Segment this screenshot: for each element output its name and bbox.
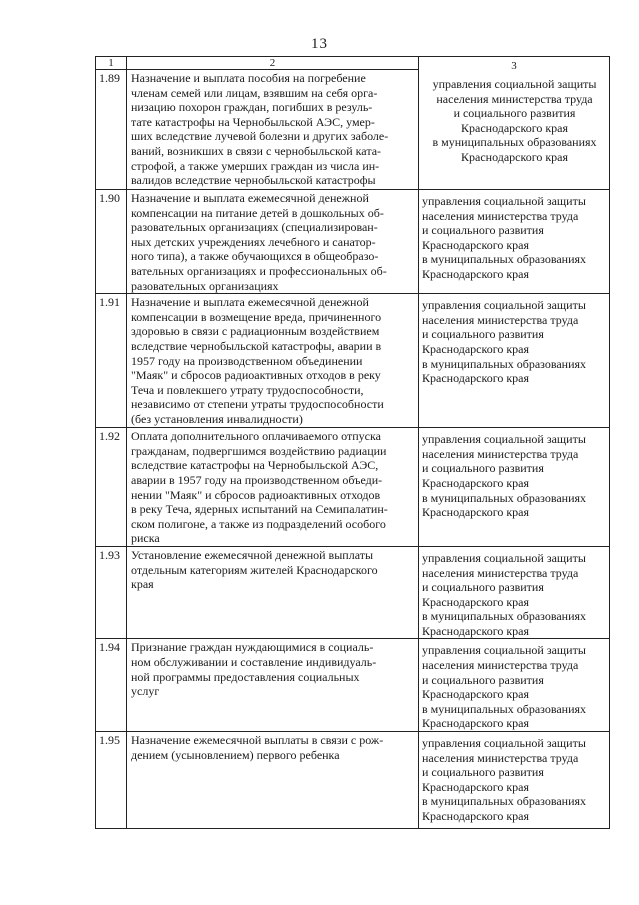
row-description: Назначение ежемесячной выплаты в связи с рож- дением (усыновлением) первого ребенка <box>127 732 419 829</box>
row-description: Установление ежемесячной денежной выплаты отдельным категориям жителей Краснодарского края <box>127 546 419 639</box>
table-row <box>96 732 610 829</box>
column-header-2: 2 <box>127 57 419 70</box>
row-description: Признание граждан нуждающимися в социаль- ном обслуживании и составление индивидуаль- ной программы предоставления социальных услуг <box>127 639 419 732</box>
table-header-row <box>96 57 610 70</box>
column-header-1: 1 <box>96 57 127 70</box>
table-row <box>96 190 610 294</box>
row-number: 1.94 <box>96 639 127 732</box>
row-1-89-organization: управления социальной защиты населения министерства труда и социального развития Краснодарского края в муниципальных образованиях Краснодарского края <box>432 77 597 164</box>
row-organization: управления социальной защиты населения министерства труда и социального развития Краснодарского края в муниципальных образованиях Краснодарского края <box>419 428 610 547</box>
row-number: 1.89 <box>96 70 127 190</box>
column-header-3: 3 <box>511 60 517 72</box>
table-row <box>96 428 610 547</box>
row-organization: управления социальной защиты населения министерства труда и социального развития Краснодарского края в муниципальных образованиях Краснодарского края <box>419 294 610 428</box>
row-description: Назначение и выплата ежемесячной денежной компенсации в возмещение вреда, причиненного здоровью в связи с радиационным воздействием вследствие чернобыльской катастрофы, аварии в 1957 году на производственном объединении "Маяк" и сбросов радиоактивных отходов в реку Теча и повлекшего утрату трудоспособности, независимо от степени утраты трудоспособности (без установления инвалидности) <box>127 294 419 428</box>
services-table <box>95 56 610 829</box>
row-organization: управления социальной защиты населения министерства труда и социального развития Краснодарского края в муниципальных образованиях Краснодарского края <box>419 732 610 829</box>
row-number: 1.95 <box>96 732 127 829</box>
row-organization: управления социальной защиты населения министерства труда и социального развития Краснодарского края в муниципальных образованиях Краснодарского края <box>419 639 610 732</box>
row-description: Назначение и выплата пособия на погребение членам семей или лицам, взявшим на себя орга- низацию похорон граждан, погибших в резуль- тате катастрофы на Чернобыльской АЭС, умер- ших вследствие лучевой болезни и других заболе- ваний, возникших в связи с чернобыльской ката- строфой, а также умерших граждан из числа ин- валидов вследствие чернобыльской катастрофы <box>127 70 419 190</box>
row-number: 1.91 <box>96 294 127 428</box>
row-number: 1.93 <box>96 546 127 639</box>
row-organization: управления социальной защиты населения министерства труда и социального развития Краснодарского края в муниципальных образованиях Краснодарского края <box>419 190 610 294</box>
row-organization: управления социальной защиты населения министерства труда и социального развития Краснодарского края в муниципальных образованиях Краснодарского края <box>419 546 610 639</box>
row-number: 1.90 <box>96 190 127 294</box>
page-number: 13 <box>311 36 328 52</box>
column-header-3-wrapper <box>419 57 610 190</box>
row-description: Оплата дополнительного оплачиваемого отпуска гражданам, подвергшимся воздействию радиации вследствие катастрофы на Чернобыльской АЭС, аварии в 1957 году на производственном объеди- нении "Маяк" и сбросов радиоактивных отходов в реку Теча, ядерных испытаний на Семипалатин- ском полигоне, а также из подразделений особого риска <box>127 428 419 547</box>
table-row <box>96 294 610 428</box>
row-description: Назначение и выплата ежемесячной денежной компенсации на питание детей в дошкольных об- разовательных организациях (специализирован- ных детских учреждениях лечебного и санатор- ного типа), а также обучающихся в общеобразо- вательных организациях и профессиональных об- разовательных организациях <box>127 190 419 294</box>
table-row <box>96 639 610 732</box>
row-number: 1.92 <box>96 428 127 547</box>
table-row <box>96 546 610 639</box>
